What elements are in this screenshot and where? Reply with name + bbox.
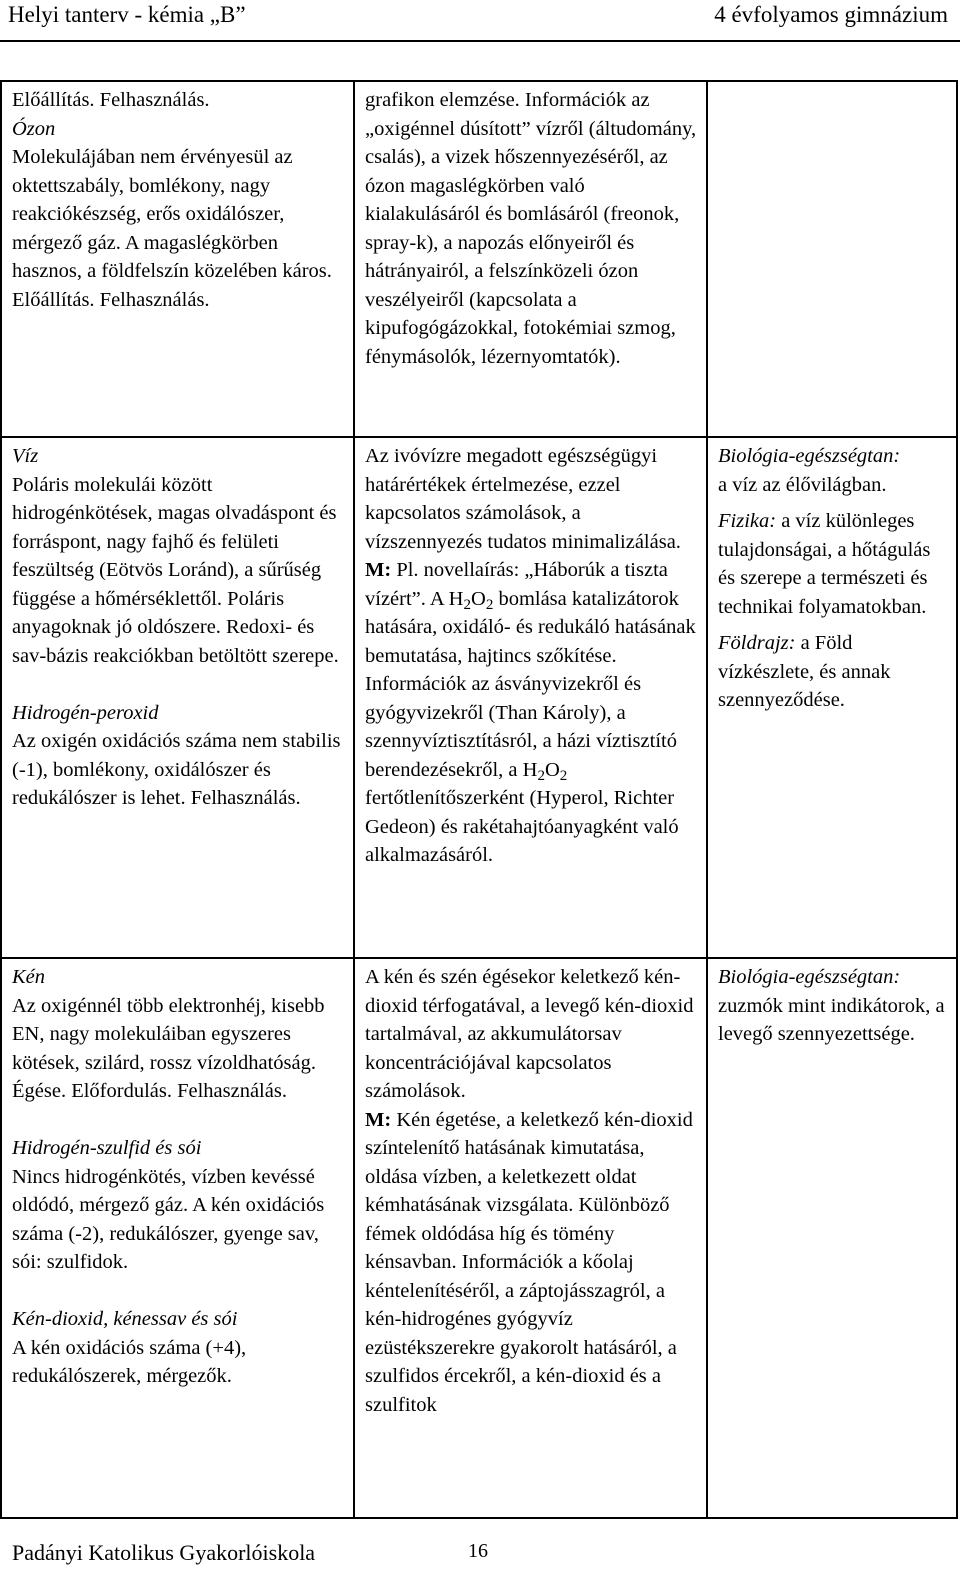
water-title: Víz: [12, 445, 39, 467]
crossref-biology: Biológia-egészségtan: a víz az élővilágban.: [718, 445, 901, 496]
crossref-cell: [707, 81, 957, 437]
hydrogen-peroxide-title: Hidrogén-peroxid: [12, 701, 159, 724]
crossref-physics: Fizika: a víz különleges tulajdonságai, a hőtágulás és szerepe a természeti és technikai folyamatokban.: [718, 510, 931, 618]
activity-cell: [354, 81, 707, 437]
sulfur-text: Az oxigénnél több elektronhéj, kisebb EN, nagy molekuláiban egyszeres kötések, szilárd, rossz vízoldhatóság. Égése. Előfordulás. Felhasználás.: [12, 994, 325, 1102]
sulfur-title: Kén: [12, 966, 46, 988]
table-row: [1, 958, 957, 1518]
curriculum-table: [0, 80, 958, 1519]
crossref-biology: Biológia-egészségtan: zuzmók mint indikátorok, a levegő szennyezettsége.: [718, 966, 945, 1045]
header-title: Helyi tanterv - kémia „B”: [8, 2, 246, 27]
activity-cell: [354, 958, 707, 1518]
activity-cell: [354, 437, 707, 958]
header-school-type: 4 évfolyamos gimnázium: [714, 2, 948, 27]
hydrogen-sulfide-title: Hidrogén-szulfid és sói: [12, 1137, 202, 1159]
water-activity-text: Az ivóvízre megadott egészségügyi határértékek értelmezése, ezzel kapcsolatos számolások, a vízszennyezés tudatos minimalizálása.: [365, 445, 681, 553]
ozone-text: Molekulájában nem érvényesül az oktettszabály, bomlékony, nagy reakciókészség, erős oxidálószer, mérgező gáz. A magaslégkörben hasznos, a földfelszín közelében káros. Előállítás. Felhasználás.: [12, 146, 332, 311]
water-demo-text: M: Pl. novellaírás: „Háborúk a tiszta vízért”. A $H_2O_2$ bomlása katalizátorok hatására, oxidáló- és redukáló hatásának bemutatása, hajtincs szőkítése. Információk az ásványvizekről és gyógyvizekről (Than Károly), a szennyvíztisztításról, a házi víztisztító berendezésekről, a $H_2O_2$ fertőtlenítőszerként (Hyperol, Richter Gedeon) és rakétahajtóanyagként való alkalmazásáról.: [365, 559, 696, 866]
table-row: [1, 81, 957, 437]
page-number: 16: [468, 1540, 488, 1562]
hydrogen-sulfide-text: Nincs hidrogénkötés, vízben kevéssé oldódó, mérgező gáz. A kén oxidációs száma (-2), redukálószer, gyenge sav, sói: szulfidok.: [12, 1165, 325, 1273]
ozone-title: Ózon: [12, 117, 56, 140]
crossref-cell: [707, 437, 957, 958]
footer-school: Padányi Katolikus Gyakorlóiskola: [12, 1540, 316, 1565]
sulfur-demo-text: M: Kén égetése, a keletkező kén-dioxid színtelenítő hatásának kimutatása, oldása vízben, a keletkezett oldat kémhatásának vizsgálata. Különböző fémek oldódása híg és tömény kénsavban. Információk a kőolaj kéntelenítéséről, a záptojásszagról, a kén-hidrogénes gyógyvíz ezüstékszerekre gyakorolt hatásáról, a szulfidos ércekről, a kén-dioxid és a szulfitok: [365, 1108, 693, 1416]
header-divider: [0, 40, 960, 42]
topic-cell: [1, 958, 354, 1518]
production-usage-text: Előállítás. Felhasználás.: [12, 89, 210, 111]
demo-label: M:: [365, 1108, 392, 1131]
sulfur-dioxide-text: A kén oxidációs száma (+4), redukálószerek, mérgezők.: [12, 1336, 247, 1387]
demo-label: M:: [365, 559, 392, 581]
activity-text: grafikon elemzése. Információk az „oxigénnel dúsított” vízről (áltudomány, csalás), a vizek hőszennyezéséről, az ózon magaslégkörben való kialakulásáról és bomlásáról (freonok, spray-k), a napozás előnyeiről és hátrányairól, a felszínközeli ózon veszélyeiről (kapcsolata a kipufogógázokkal, fotokémiai szmog, fénymásolók, lézernyomtatók).: [365, 89, 697, 368]
crossref-geography: Földrajz: a Föld vízkészlete, és annak szennyeződése.: [718, 632, 891, 711]
sulfur-activity-text: A kén és szén égésekor keletkező kén-dioxid térfogatával, a levegő kén-dioxid tartalmával, az akkumulátorsav koncentrációjával kapcsolatos számolások.: [365, 966, 694, 1102]
sulfur-dioxide-title: Kén-dioxid, kénessav és sói: [12, 1308, 238, 1330]
hydrogen-peroxide-text: Az oxigén oxidációs száma nem stabilis (-1), bomlékony, oxidálószer és redukálószer is lehet. Felhasználás.: [12, 730, 341, 809]
topic-cell: [1, 437, 354, 958]
water-text: Poláris molekulái között hidrogénkötések, magas olvadáspont és forráspont, nagy fajhő és felületi feszültség (Eötvös Loránd), a sűrűség függése a hőmérséklettől. Poláris anyagoknak jó oldószere. Redoxi- és sav-bázis reakciókban betöltött szerepe.: [12, 473, 339, 667]
crossref-cell: [707, 958, 957, 1518]
table-row: [1, 437, 957, 958]
topic-cell: [1, 81, 354, 437]
